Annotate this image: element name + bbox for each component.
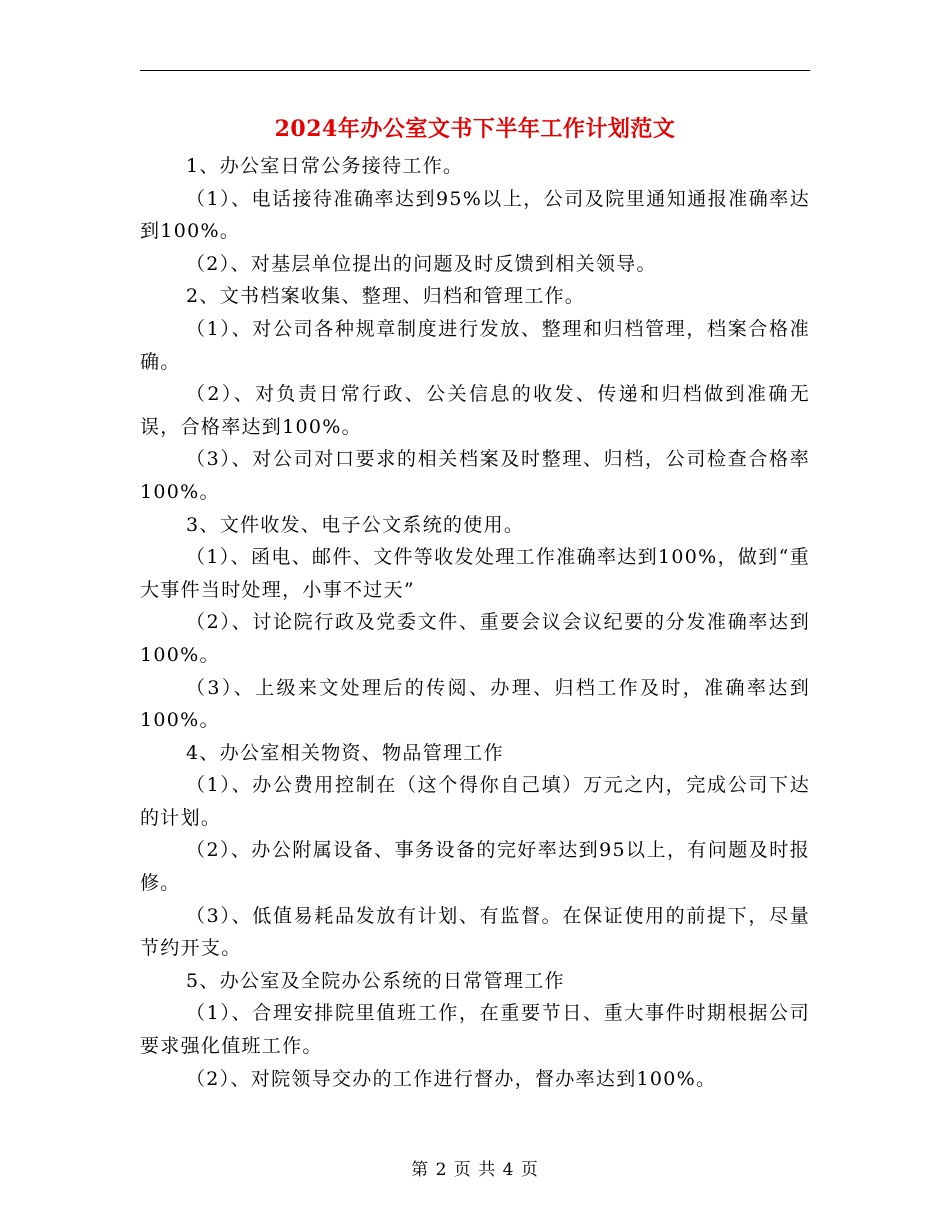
document-body <box>140 150 810 1095</box>
list-item: （3）、低值易耗品发放有计划、有监督。在保证使用的前提下，尽量节约开支。 <box>140 904 810 960</box>
section-heading: 3、文件收发、电子公文系统的使用。 <box>186 513 525 536</box>
list-item: （3）、上级来文处理后的传阅、办理、归档工作及时，准确率达到100%。 <box>140 676 810 732</box>
page-footer: 第 2 页 共 4 页 <box>411 1160 539 1180</box>
section-heading: 5、办公室及全院办公系统的日常管理工作 <box>186 969 565 992</box>
list-item: （1）、函电、邮件、文件等收发处理工作准确率达到100%，做到“重大事件当时处理，小事不过天” <box>140 546 810 601</box>
list-item: （2）、对基层单位提出的问题及时反馈到相关领导。 <box>186 252 657 275</box>
list-item: （1）、对公司各种规章制度进行发放、整理和归档管理，档案合格准确。 <box>140 317 810 373</box>
section-heading: 1、办公室日常公务接待工作。 <box>186 155 464 177</box>
list-item: （1）、电话接待准确率达到95%以上，公司及院里通知通报准确率达到100%。 <box>140 187 810 243</box>
document-title: 2024年办公室文书下半年工作计划范文 <box>274 116 676 142</box>
header-rule <box>140 70 810 71</box>
section-heading: 2、文书档案收集、整理、归档和管理工作。 <box>186 285 586 308</box>
list-item: （2）、对院领导交办的工作进行督办，督办率达到100%。 <box>186 1067 717 1090</box>
list-item: （2）、办公附属设备、事务设备的完好率达到95以上，有问题及时报修。 <box>140 839 810 895</box>
list-item: （2）、讨论院行政及党委文件、重要会议会议纪要的分发准确率达到100%。 <box>140 611 810 666</box>
list-item: （2）、对负责日常行政、公关信息的收发、传递和归档做到准确无误，合格率达到100%。 <box>140 383 810 438</box>
list-item: （3）、对公司对口要求的相关档案及时整理、归档，公司检查合格率100%。 <box>140 448 810 503</box>
list-item: （1）、办公费用控制在（这个得你自己填）万元之内，完成公司下达的计划。 <box>140 774 810 829</box>
section-heading: 4、办公室相关物资、物品管理工作 <box>186 741 504 764</box>
list-item: （1）、合理安排院里值班工作，在重要节日、重大事件时期根据公司要求强化值班工作。 <box>140 1002 810 1058</box>
